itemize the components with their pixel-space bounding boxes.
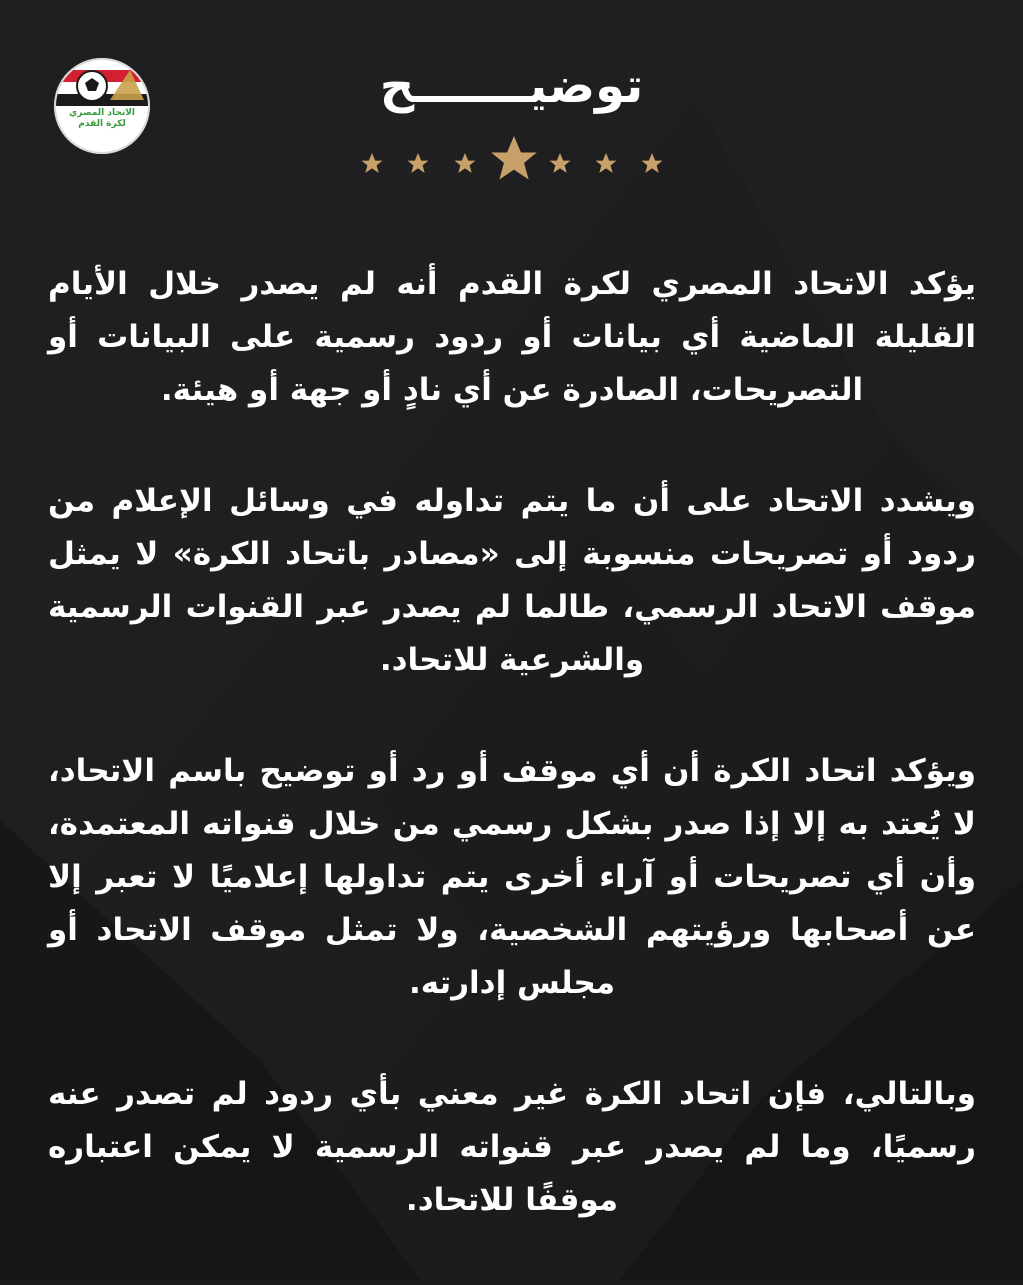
star-icon: [455, 153, 476, 173]
logo-arabic-name: الاتحاد المصري لكرة القدم: [69, 108, 135, 129]
star-icon: [491, 136, 537, 179]
page-title: توضيـــــــح: [379, 58, 644, 114]
star-icon: [362, 153, 383, 173]
star-icon: [408, 153, 429, 173]
egyptian-fa-logo: [52, 56, 152, 156]
star-icon: [642, 153, 663, 173]
star-icon: [596, 153, 617, 173]
logo-english-name: EGYPTIAN FA: [75, 131, 129, 139]
star-icon: [550, 153, 571, 173]
stars-row: [350, 128, 680, 188]
paragraph: يؤكد الاتحاد المصري لكرة القدم أنه لم يصدر خلال الأيام القليلة الماضية أي بيانات أو ردود رسمية على البيانات أو التصريحات، الصادرة عن أي نادٍ أو جهة أو هيئة.: [48, 266, 976, 408]
paragraph: ويؤكد اتحاد الكرة أن أي موقف أو رد أو توضيح باسم الاتحاد، لا يُعتد به إلا إذا صدر بشكل رسمي من خلال قنواته المعتمدة، وأن أي تصريحات أو آراء أخرى يتم تداولها إعلاميًا لا تعبر إلا عن أصحابها ورؤيتهم الشخصية، ولا تمثل موقف الاتحاد أو مجلس إدارته.: [48, 753, 976, 1001]
paragraph: وبالتالي، فإن اتحاد الكرة غير معني بأي ردود لم تصدر عنه رسميًا، وما لم يصدر عبر قنواته الرسمية لا يمكن اعتباره موقفًا للاتحاد.: [48, 1076, 976, 1218]
paragraph: ويشدد الاتحاد على أن ما يتم تداوله في وسائل الإعلام من ردود أو تصريحات منسوبة إلى «مصادر باتحاد الكرة» لا يمثل موقف الاتحاد الرسمي، طالما لم يصدر عبر القنوات الرسمية والشرعية للاتحاد.: [48, 483, 976, 678]
statement-body: [48, 258, 976, 1285]
